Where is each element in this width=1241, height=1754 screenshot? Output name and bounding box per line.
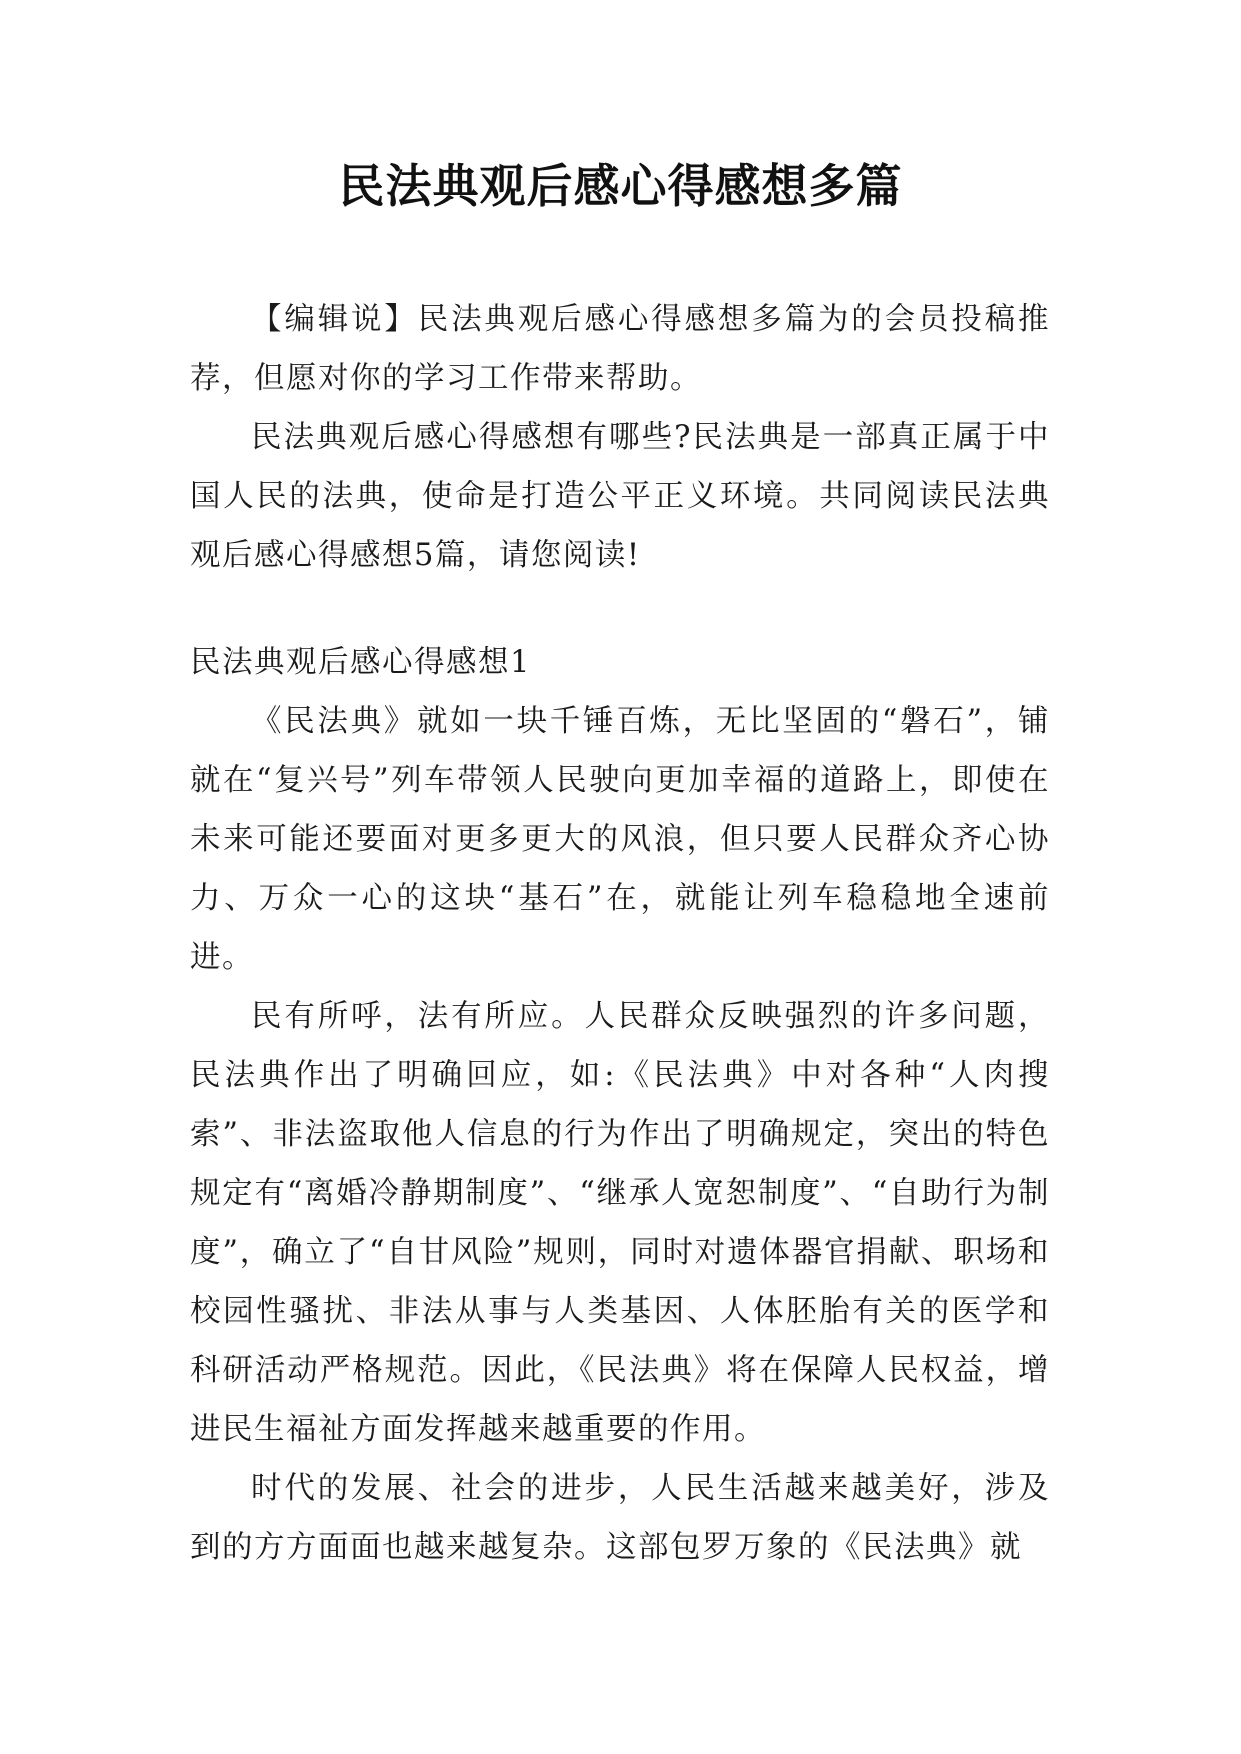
body-paragraph: 时代的发展、社会的进步，人民生活越来越美好，涉及到的方方面面也越来越复杂。这部包罗万象的《民法典》就	[190, 1471, 1050, 1565]
intro-paragraph: 【编辑说】民法典观后感心得感想多篇为的会员投稿推荐，但愿对你的学习工作带来帮助。	[190, 302, 1050, 396]
body-paragraph: 民有所呼，法有所应。人民群众反映强烈的许多问题，民法典作出了明确回应，如:《民法典》中对各种“人肉搜索”、非法盗取他人信息的行为作出了明确规定，突出的特色规定有“离婚冷静期制度”、“继承人宽恕制度”、“自助行为制度”，确立了“自甘风险”规则，同时对遗体器官捐献、职场和校园性骚扰、非法从事与人类基因、人体胚胎有关的医学和科研活动严格规范。因此，《民法典》将在保障人民权益，增进民生福祉方面发挥越来越重要的作用。	[190, 999, 1050, 1447]
body-paragraph: 《民法典》就如一块千锤百炼，无比坚固的“磐石”，铺就在“复兴号”列车带领人民驶向更加幸福的道路上，即使在未来可能还要面对更多更大的风浪，但只要人民群众齐心协力、万众一心的这块“基石”在，就能让列车稳稳地全速前进。	[190, 704, 1050, 975]
section-spacer	[190, 585, 1050, 633]
document-body	[190, 290, 1050, 1577]
intro-paragraph: 民法典观后感心得感想有哪些?民法典是一部真正属于中国人民的法典，使命是打造公平正义环境。共同阅读民法典观后感心得感想5篇，请您阅读!	[190, 420, 1050, 573]
section-heading: 民法典观后感心得感想1	[190, 645, 531, 680]
document-title: 民法典观后感心得感想多篇	[338, 159, 903, 213]
